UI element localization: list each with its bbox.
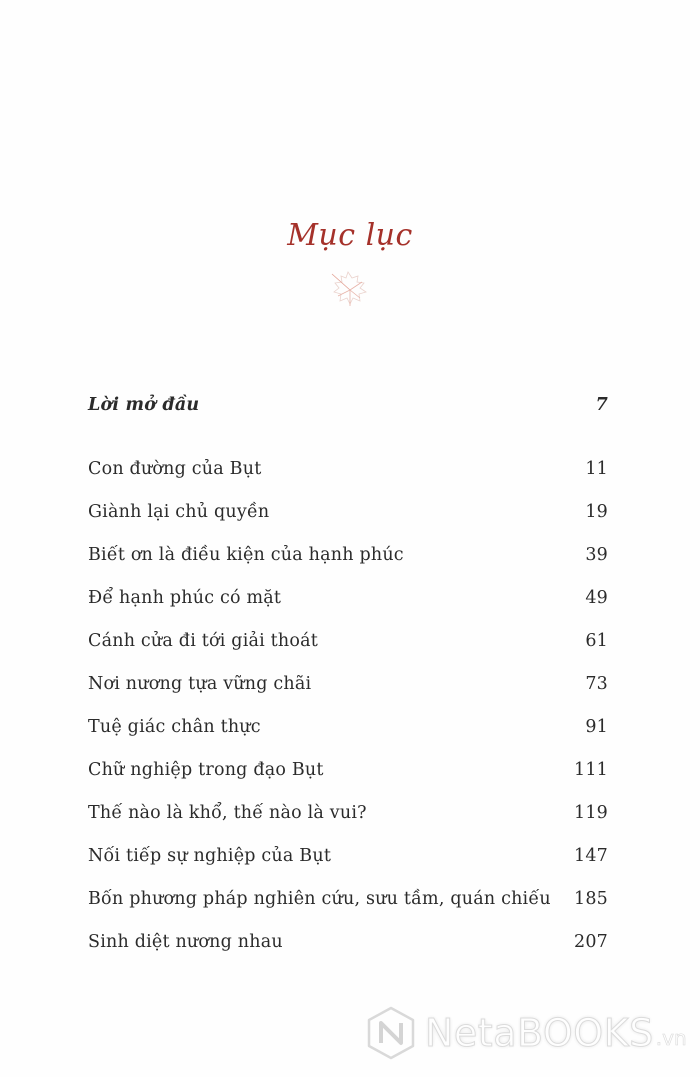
table-of-contents — [88, 388, 610, 963]
watermark-brand: NetaBOOKS — [425, 1011, 654, 1055]
toc-entry-page: 119 — [573, 802, 608, 823]
toc-entry-label: Con đường của Bụt — [88, 458, 262, 479]
toc-entry-page: 11 — [585, 458, 608, 479]
toc-entry[interactable] — [88, 748, 610, 791]
toc-entry[interactable] — [88, 834, 610, 877]
toc-entry[interactable] — [88, 576, 610, 619]
toc-entry-page: 39 — [585, 544, 608, 565]
toc-entry-page: 61 — [585, 630, 608, 651]
toc-entry-label: Cánh cửa đi tới giải thoát — [88, 630, 318, 651]
toc-entry[interactable] — [88, 533, 610, 576]
toc-entry-label: Nối tiếp sự nghiệp của Bụt — [88, 845, 332, 866]
toc-entry[interactable] — [88, 490, 610, 533]
toc-entry-label: Thế nào là khổ, thế nào là vui? — [88, 802, 367, 823]
toc-entry-label: Tuệ giác chân thực — [88, 716, 261, 737]
maple-leaf-icon — [326, 268, 372, 308]
toc-entry[interactable] — [88, 619, 610, 662]
toc-entry-label: Bốn phương pháp nghiên cứu, sưu tầm, quán chiếu — [88, 888, 551, 909]
toc-entry-page: 19 — [585, 501, 608, 522]
toc-entry-page: 111 — [573, 759, 608, 780]
toc-entry[interactable] — [88, 791, 610, 834]
toc-entry-label: Để hạnh phúc có mặt — [88, 587, 282, 608]
watermark-suffix: .vn — [655, 1026, 687, 1050]
toc-entry[interactable] — [88, 877, 610, 920]
toc-entry-label: Chữ nghiệp trong đạo Bụt — [88, 759, 324, 780]
toc-entry-intro[interactable] — [88, 388, 610, 422]
hexagon-n-logo-icon — [365, 1005, 417, 1061]
toc-entry-page: 185 — [573, 888, 608, 909]
toc-entry[interactable] — [88, 705, 610, 748]
toc-entry-page: 7 — [595, 395, 608, 415]
toc-entry-label: Giành lại chủ quyền — [88, 501, 270, 522]
watermark — [365, 1003, 695, 1063]
toc-entry-label: Lời mở đầu — [88, 395, 200, 415]
toc-entry-label: Nơi nương tựa vững chãi — [88, 673, 312, 694]
toc-entry-page: 91 — [585, 716, 608, 737]
toc-entry-label: Biết ơn là điều kiện của hạnh phúc — [88, 544, 404, 565]
toc-entry[interactable] — [88, 920, 610, 963]
toc-entry-page: 207 — [573, 931, 608, 952]
toc-entry-page: 49 — [585, 587, 608, 608]
toc-entry[interactable] — [88, 447, 610, 490]
toc-entry-page: 147 — [573, 845, 608, 866]
toc-entry-page: 73 — [585, 673, 608, 694]
toc-entry-label: Sinh diệt nương nhau — [88, 931, 283, 952]
toc-entry[interactable] — [88, 662, 610, 705]
page-title: Mục lục — [287, 218, 413, 253]
